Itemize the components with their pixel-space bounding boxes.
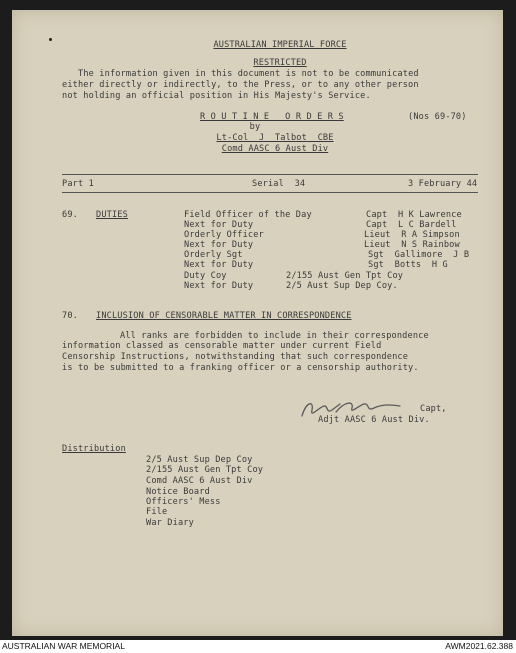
- duty-name: Capt H K Lawrence: [366, 210, 462, 220]
- notice-line-3: not holding an official position in His Majesty's Service.: [62, 91, 371, 101]
- duty-label: Orderly Sgt: [184, 250, 243, 260]
- distribution-item: 2/155 Aust Gen Tpt Coy: [146, 465, 264, 475]
- force-heading: AUSTRALIAN IMPERIAL FORCE: [213, 40, 347, 50]
- order-70-heading: INCLUSION OF CENSORABLE MATTER IN CORRESPONDENCE: [96, 311, 352, 321]
- order-70-line-4: is to be submitted to a franking officer or a censorship authority.: [62, 363, 419, 373]
- footer-institution: AUSTRALIAN WAR MEMORIAL: [2, 641, 125, 651]
- duty-unit: 2/155 Aust Gen Tpt Coy: [286, 271, 404, 281]
- notice-line-2: either directly or indirectly, to the Press, or to any other person: [62, 80, 419, 90]
- order-date: 3 February 44: [408, 179, 478, 189]
- duty-label: Orderly Officer: [184, 230, 264, 240]
- signatory-rank: Capt,: [420, 404, 447, 414]
- duty-name: Sgt Gallimore J B: [368, 250, 470, 260]
- punch-mark: [49, 38, 52, 41]
- duty-label: Next for Duty: [184, 240, 254, 250]
- duty-label: Next for Duty: [184, 220, 254, 230]
- distribution-item: Officers' Mess: [146, 497, 221, 507]
- duty-label: Duty Coy: [184, 271, 227, 281]
- distribution-item: 2/5 Aust Sup Dep Coy: [146, 455, 253, 465]
- signatory-appointment: Adjt AASC 6 Aust Div.: [318, 415, 430, 425]
- order-70-number: 70.: [62, 311, 78, 321]
- classification-label: RESTRICTED: [253, 58, 307, 68]
- document-title: R O U T I N E O R D E R S: [200, 112, 344, 122]
- distribution-heading: Distribution: [62, 444, 126, 454]
- order-69-heading: DUTIES: [96, 210, 128, 220]
- duty-label: Next for Duty: [184, 260, 254, 270]
- duty-name: Lieut N S Rainbow: [364, 240, 460, 250]
- duty-name: Sgt Botts H G: [368, 260, 448, 270]
- duty-label: Field Officer of the Day: [184, 210, 312, 220]
- duty-name: Capt L C Bardell: [366, 220, 457, 230]
- notice-line-1: The information given in this document is not to be communicated: [78, 69, 419, 79]
- order-69-number: 69.: [62, 210, 78, 220]
- author-name: Lt-Col J Talbot CBE: [216, 133, 334, 143]
- serial-number: Serial 34: [252, 179, 306, 189]
- order-70-line-3: Censorship Instructions, notwithstanding that such correspondence: [62, 352, 409, 362]
- order-number-range: (Nos 69-70): [408, 112, 467, 122]
- by-label: by: [249, 122, 261, 132]
- order-70-line-2: information classed as censorable matter under current Field: [62, 341, 382, 351]
- document-page: [12, 10, 503, 636]
- duty-name: Lieut R A Simpson: [364, 230, 460, 240]
- distribution-item: File: [146, 507, 168, 517]
- top-rule: [62, 174, 478, 175]
- distribution-item: Comd AASC 6 Aust Div: [146, 476, 253, 486]
- bottom-rule: [62, 192, 478, 193]
- duty-unit: 2/5 Aust Sup Dep Coy.: [286, 281, 398, 291]
- distribution-item: Notice Board: [146, 487, 210, 497]
- distribution-item: War Diary: [146, 518, 194, 528]
- order-70-line-1: All ranks are forbidden to include in their correspondence: [120, 331, 429, 341]
- author-command: Comd AASC 6 Aust Div: [221, 144, 329, 154]
- footer-accession-number: AWM2021.62.388: [445, 641, 513, 651]
- part-label: Part 1: [62, 179, 94, 189]
- duty-label: Next for Duty: [184, 281, 254, 291]
